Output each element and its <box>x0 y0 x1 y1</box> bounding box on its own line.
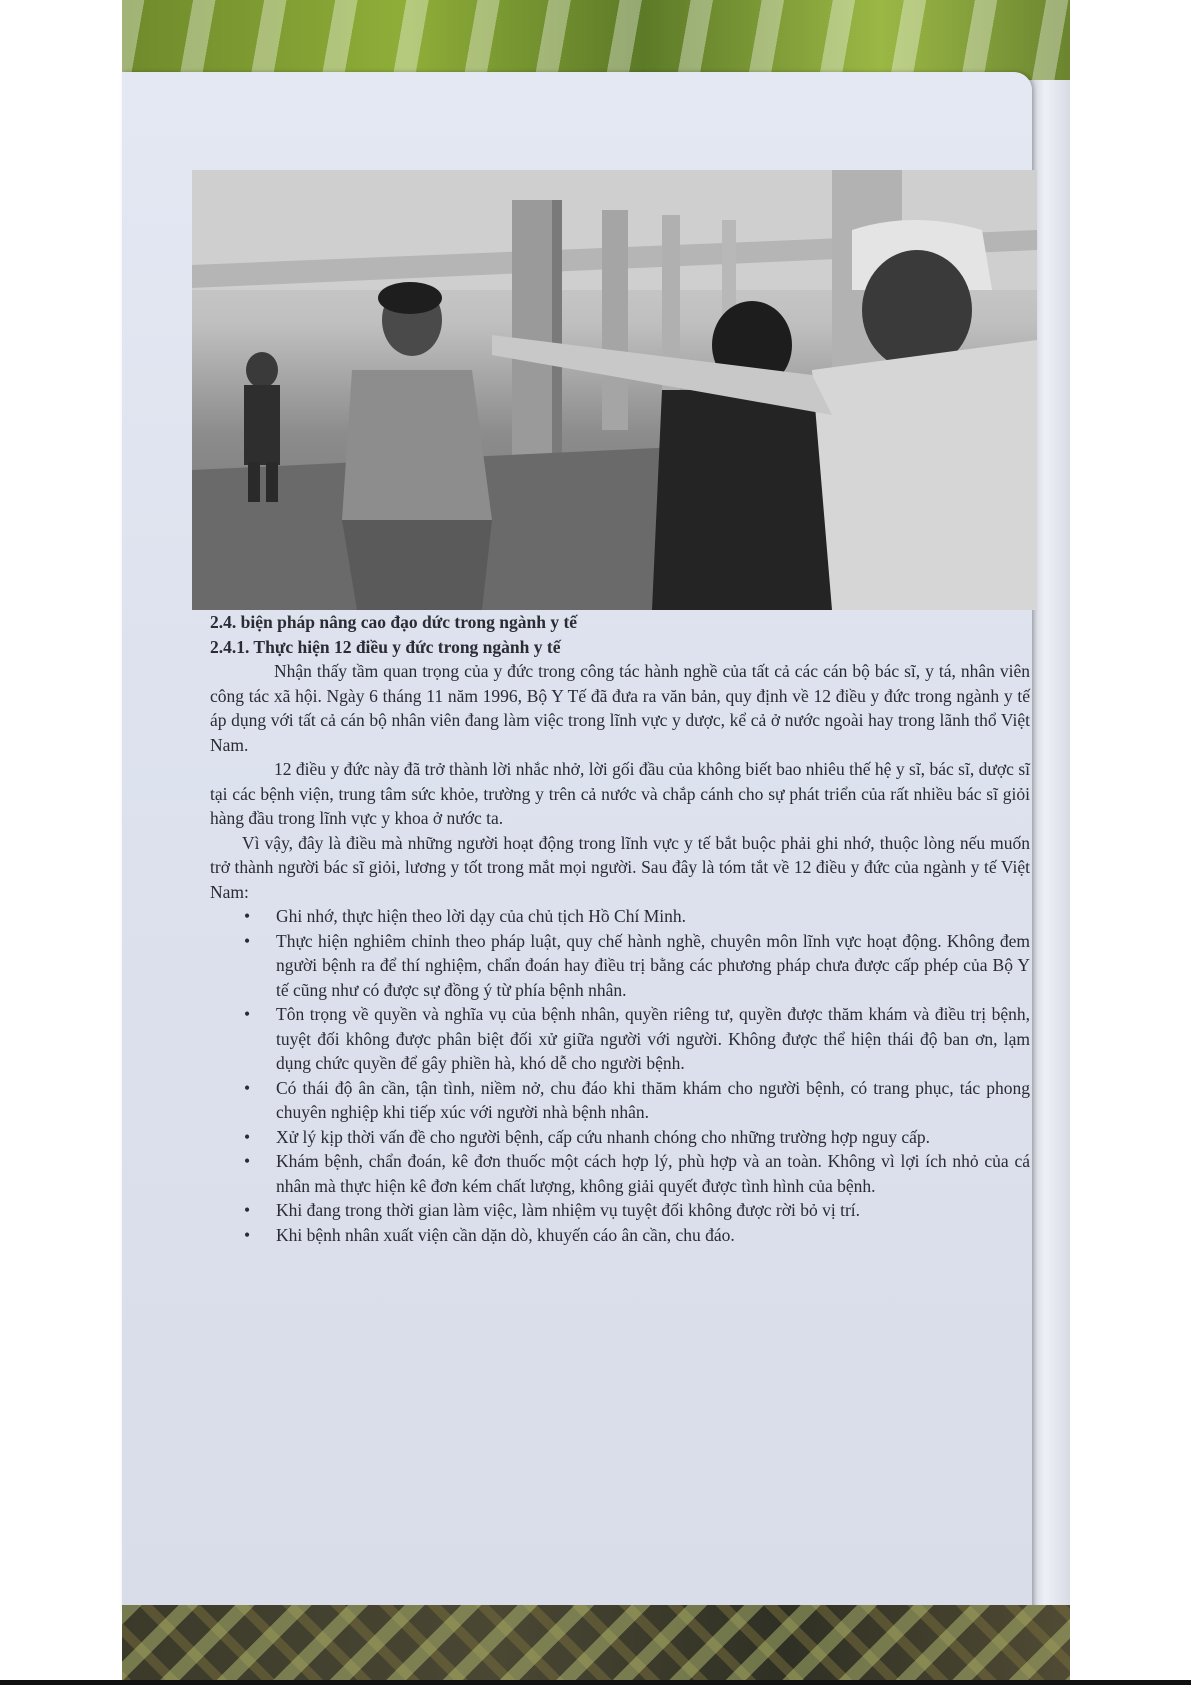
subsection-heading: 2.4.1. Thực hiện 12 điều y đức trong ngành y tế <box>210 636 561 657</box>
section-heading: 2.4. biện pháp nâng cao đạo dức trong ngành y tế <box>210 612 578 632</box>
list-item: • Ghi nhớ, thực hiện theo lời dạy của chủ tịch Hồ Chí Minh. <box>276 904 1030 929</box>
list-item: • Khám bệnh, chẩn đoán, kê đơn thuốc một cách hợp lý, phù hợp và an toàn. Không vì lợi ích nhỏ của cá nhân mà thực hiện kê đơn kém chất lượng, không giải quyết được tình hình của bệnh. <box>276 1149 1030 1198</box>
background-fabric-bottom <box>122 1605 1070 1685</box>
ethics-list <box>210 904 1030 1247</box>
list-item: • Khi đang trong thời gian làm việc, làm nhiệm vụ tuyệt đối không được rời bỏ vị trí. <box>276 1198 1030 1223</box>
paragraph: Vì vậy, đây là điều mà những người hoạt động trong lĩnh vực y tế bắt buộc phải ghi nhớ, thuộc lòng nếu muốn trở thành người bác sĩ giỏi, lương y tốt trong mắt mọi người. Sau đây là tóm tắt về 12 điều y đức của ngành y tế Việt Nam: <box>210 832 1030 902</box>
paragraph: 12 điều y đức này đã trở thành lời nhắc nhở, lời gối đầu của không biết bao nhiêu thế hệ y sĩ, bác sĩ, dược sĩ tại các bệnh viện, trung tâm sức khỏe, trường y trên cả nước và chắp cánh cho sự phát triển của rất nhiều bác sĩ giỏi hàng đầu trong lĩnh vực y khoa ở nước ta. <box>210 759 1030 828</box>
list-item: • Thực hiện nghiêm chỉnh theo pháp luật, quy chế hành nghề, chuyên môn lĩnh vực hoạt động. Không đem người bệnh ra để thí nghiệm, chẩn đoán hay điều trị bằng các phương pháp chưa được cấp phép của Bộ Y tế cũng như có được sự đồng ý từ phía bệnh nhân. <box>276 929 1030 1003</box>
bottom-edge <box>0 1680 1191 1685</box>
document-body <box>210 610 1030 1247</box>
list-item: • Khi bệnh nhân xuất viện cần dặn dò, khuyến cáo ân cần, chu đáo. <box>276 1223 1030 1248</box>
list-item: • Xử lý kịp thời vấn đề cho người bệnh, cấp cứu nhanh chóng cho những trường hợp nguy cấp. <box>276 1125 1030 1150</box>
list-item: • Có thái độ ân cần, tận tình, niềm nở, chu đáo khi thăm khám cho người bệnh, có trang phục, tác phong chuyên nghiệp khi tiếp xúc với người nhà bệnh nhân. <box>276 1076 1030 1125</box>
hospital-photo <box>192 170 1037 610</box>
list-item: • Tôn trọng về quyền và nghĩa vụ của bệnh nhân, quyền riêng tư, quyền được thăm khám và điều trị bệnh, tuyệt đối không được phân biệt đối xử giữa người với người. Không được thể hiện thái độ ban ơn, lạm dụng chức quyền để gây phiền hà, khó dễ cho người bệnh. <box>276 1002 1030 1076</box>
paragraph: Nhận thấy tầm quan trọng của y đức trong công tác hành nghề của tất cả các cán bộ bác sĩ, y tá, nhân viên công tác xã hội. Ngày 6 tháng 11 năm 1996, Bộ Y Tế đã đưa ra văn bản, quy định về 12 điều y đức trong ngành y tế áp dụng với tất cả cán bộ nhân viên đang làm việc trong lĩnh vực y dược, kể cả ở nước ngoài hay trong lãnh thổ Việt Nam. <box>210 661 1030 755</box>
